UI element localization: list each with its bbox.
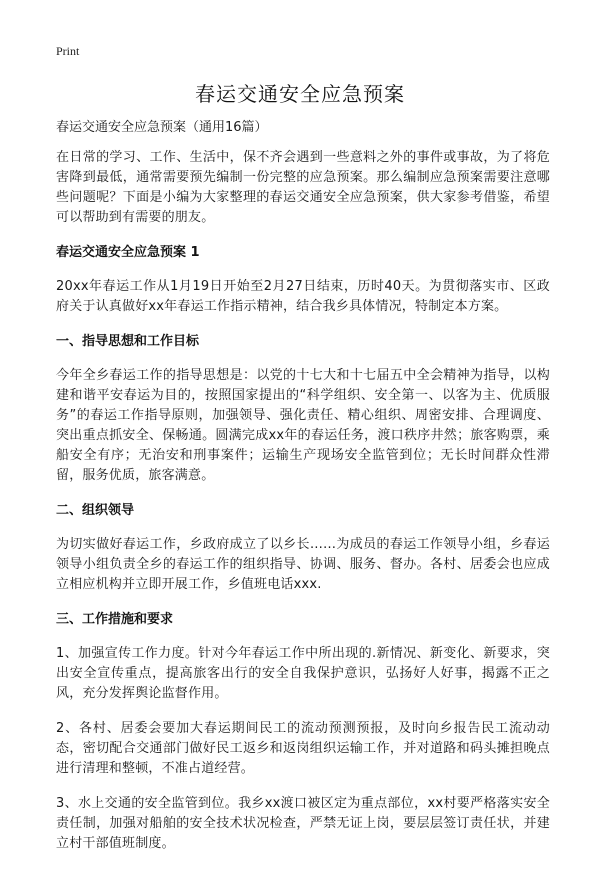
heading-measures: 三、工作措施和要求 [56, 612, 174, 627]
page-title: 春运交通安全应急预案 [195, 82, 405, 106]
section-title: 春运交通安全应急预案 1 [56, 245, 200, 260]
paragraph-6: 3、水上交通的安全监管到位。我乡xx渡口被区定为重点部位，xx村要严格落实安全责任制，加强对船舶的安全技术状况检查，严禁无证上岗，要层层签订责任状，并建立村干部值班制度。 [56, 796, 550, 851]
heading-guiding-ideology: 一、指导思想和工作目标 [56, 334, 200, 349]
paragraph-5: 2、各村、居委会要加大春运期间民工的流动预测预报，及时向乡报告民工流动动态，密切配合交通部门做好民工返乡和返岗组织运输工作，并对道路和码头摊担晚点进行清理和整顿，不准占道经营。 [56, 721, 550, 776]
paragraph-2: 今年全乡春运工作的指导思想是：以党的十七大和十七届五中全会精神为指导，以构建和谐平安春运为目的，按照国家提出的“科学组织、安全第一、以客为主、优质服务”的春运工作指导原则，加强领导、强化责任、精心组织、周密安排、合理调度、突出重点抓安全、保畅通。圆满完成xx年的春运任务，渡口秩序井然；旅客购票，乘船安全有序；无治安和刑事案件；运输生产现场安全监管到位；无长时间群众性滞留，服务优质，旅客满意。 [56, 368, 550, 483]
paragraph-3: 为切实做好春运工作，乡政府成立了以乡长……为成员的春运工作领导小组，乡春运领导小组负责全乡的春运工作的组织指导、协调、服务、督办。各村、居委会也应成立相应机构并立即开展工作，乡值班电话xxx. [56, 537, 550, 592]
print-label[interactable]: Print [56, 44, 80, 58]
heading-organization: 二、组织领导 [56, 503, 135, 518]
document-body [56, 118, 550, 869]
paragraph-4: 1、加强宣传工作力度。针对今年春运工作中所出现的.新情况、新变化、新要求，突出安全宣传重点，提高旅客出行的安全自我保护意识，弘扬好人好事，揭露不正之风，充分发挥舆论监督作用。 [56, 646, 550, 701]
intro-paragraph: 在日常的学习、工作、生活中，保不齐会遇到一些意料之外的事件或事故，为了将危害降到最低，通常需要预先编制一份完整的应急预案。那么编制应急预案需要注意哪些问题呢？下面是小编为大家整理的春运交通安全应急预案，供大家参考借鉴，希望可以帮助到有需要的朋友。 [56, 150, 550, 225]
paragraph-1: 20xx年春运工作从1月19日开始至2月27日结束，历时40天。为贯彻落实市、区政府关于认真做好xx年春运工作指示精神，结合我乡具体情况，特制定本方案。 [56, 279, 550, 314]
document-subtitle: 春运交通安全应急预案（通用16篇） [56, 120, 268, 135]
